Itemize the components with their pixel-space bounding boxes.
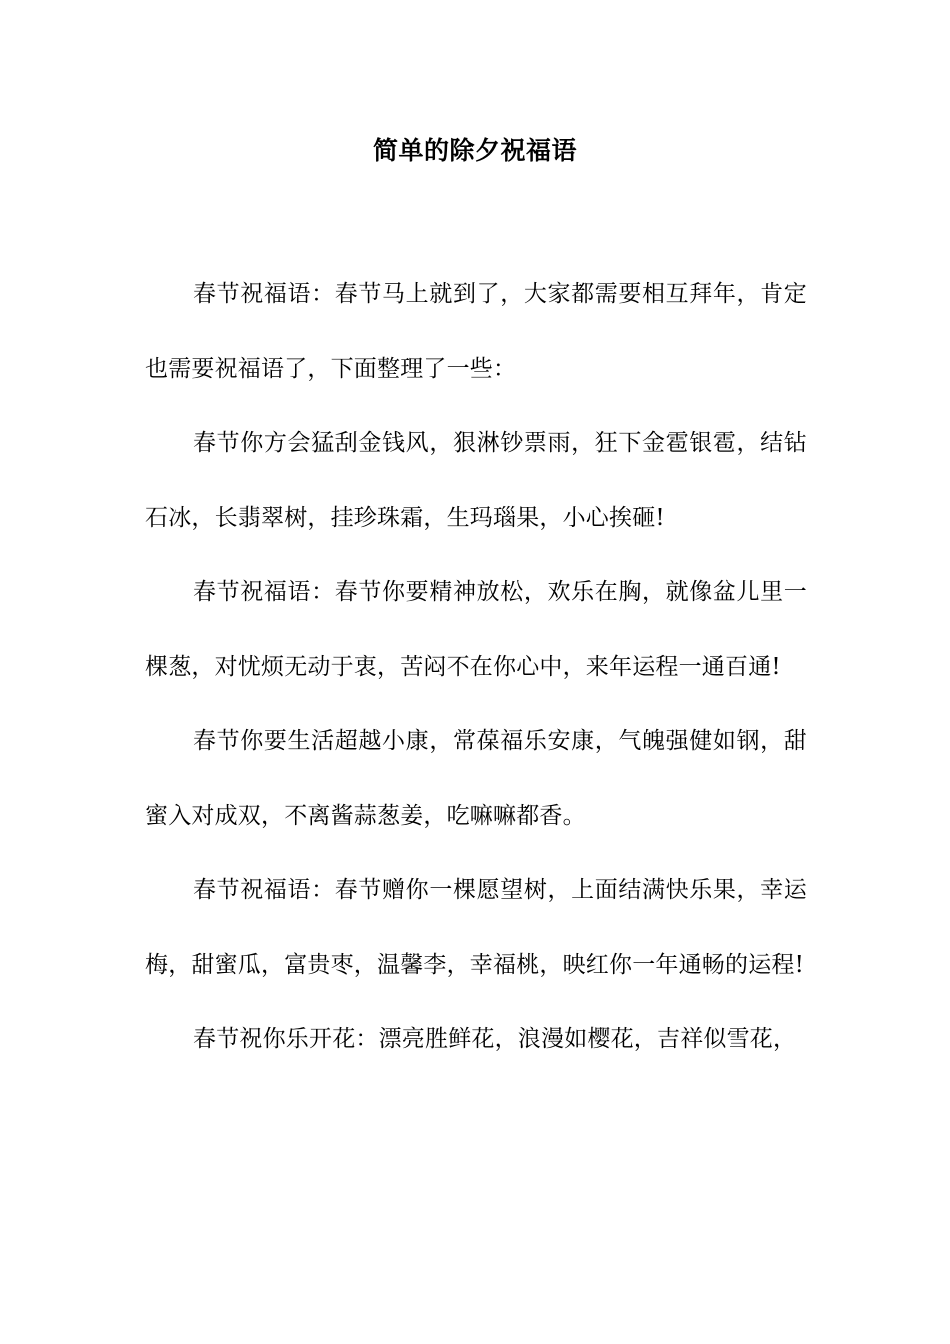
paragraph-2: 春节你方会猛刮金钱风，狠淋钞票雨，狂下金雹银雹，结钻石冰，长翡翠树，挂珍珠霜，生玛瑙果，小心挨砸! <box>145 430 807 531</box>
paragraph-6: 春节祝你乐开花：漂亮胜鲜花，浪漫如樱花，吉祥似雪花， <box>193 1026 797 1052</box>
document-body <box>145 257 807 1077</box>
paragraph-4: 春节你要生活超越小康，常葆福乐安康，气魄强健如钢，甜蜜入对成双，不离酱蒜葱姜，吃嘛嘛都香。 <box>145 728 807 829</box>
document-title: 简单的除夕祝福语 <box>372 136 577 165</box>
paragraph-1: 春节祝福语：春节马上就到了，大家都需要相互拜年，肯定也需要祝福语了，下面整理了一些： <box>145 281 807 382</box>
paragraph-3: 春节祝福语：春节你要精神放松，欢乐在胸，就像盆儿里一棵葱，对忧烦无动于衷，苦闷不在你心中，来年运程一通百通! <box>145 579 807 680</box>
paragraph-5: 春节祝福语：春节赠你一棵愿望树，上面结满快乐果，幸运梅，甜蜜瓜，富贵枣，温馨李，幸福桃，映红你一年通畅的运程! <box>145 877 807 978</box>
